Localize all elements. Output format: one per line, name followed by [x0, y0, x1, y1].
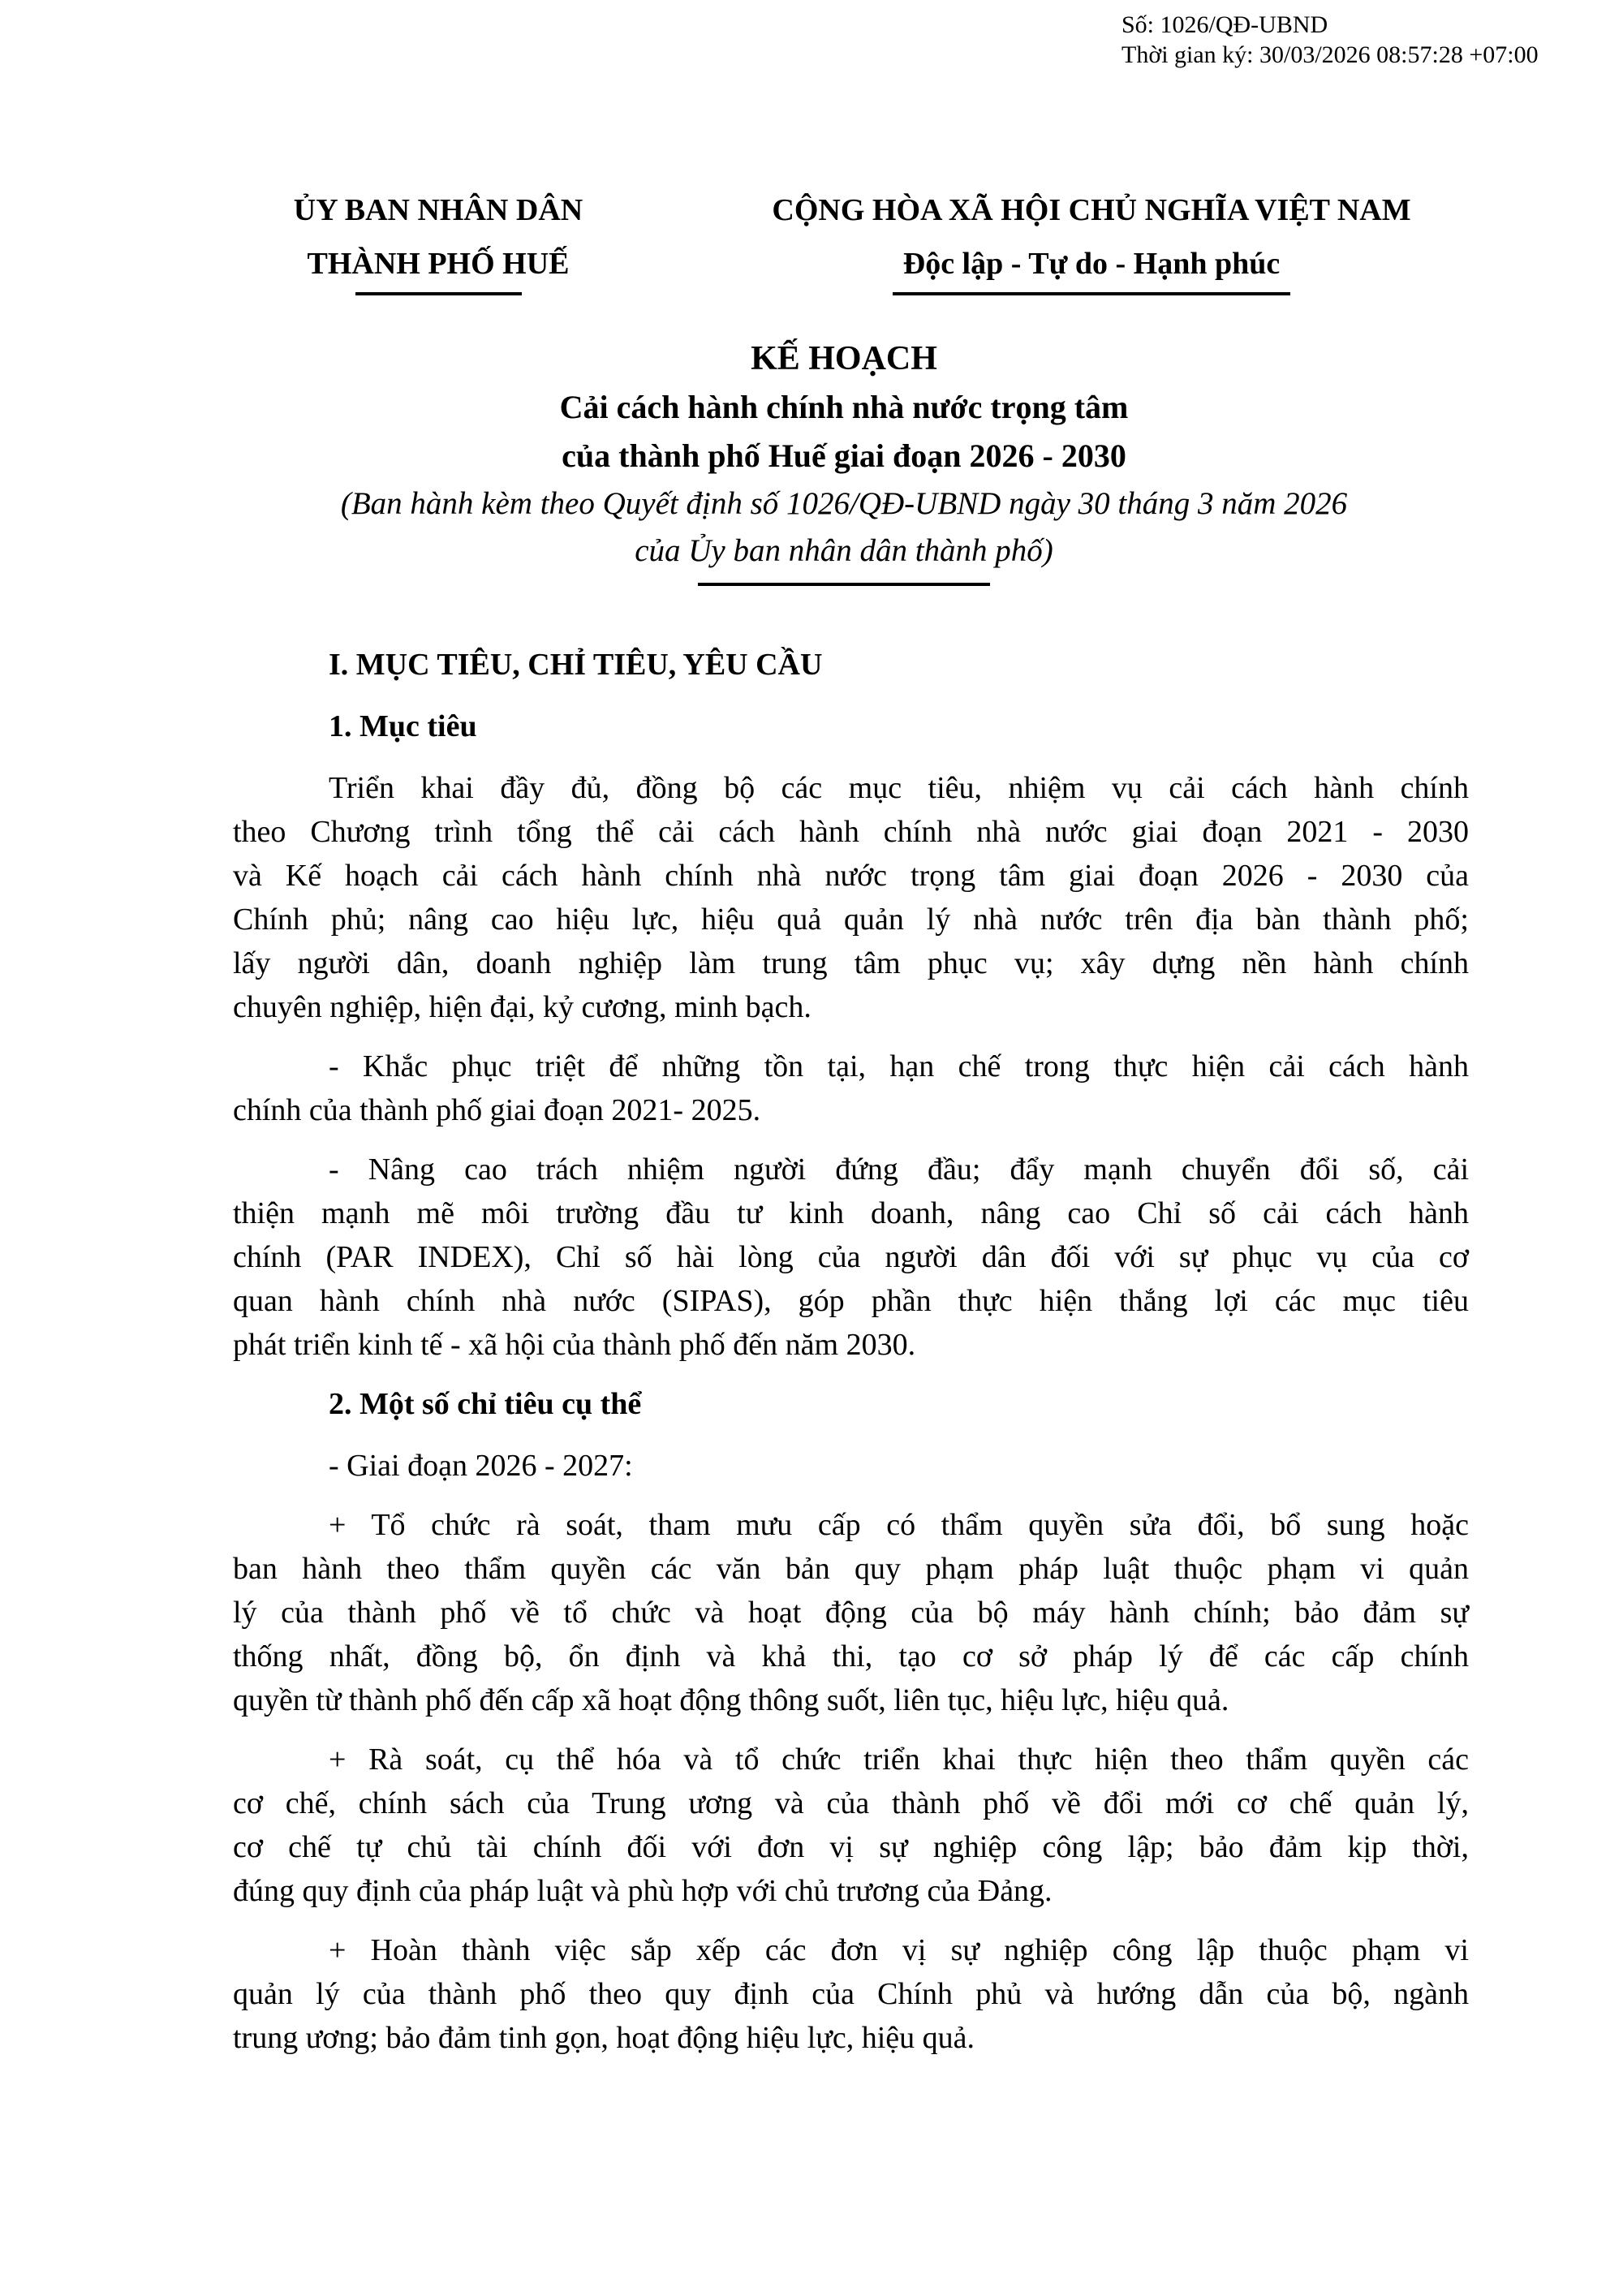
text-line: và Kế hoạch cải cách hành chính nhà nước trọng tâm giai đoạn 2026 - 2030 của [233, 859, 1469, 893]
text-line: đúng quy định của pháp luật và phù hợp với chủ trương của Đảng. [233, 1874, 1053, 1908]
issuer-divider [355, 292, 522, 295]
section-heading-i: I. MỤC TIÊU, CHỈ TIÊU, YÊU CẦU [329, 648, 823, 682]
national-title: CỘNG HÒA XÃ HỘI CHỦ NGHĨA VIỆT NAM [772, 193, 1411, 227]
document-title-block [195, 334, 1493, 586]
title-divider [698, 583, 990, 586]
text-line: chuyên nghiệp, hiện đại, kỷ cương, minh bạch. [233, 990, 812, 1024]
issued-with-line2: của Ủy ban nhân dân thành phố) [635, 533, 1053, 568]
paragraph-ra-soat [233, 1738, 1469, 1913]
text-line: cơ chế tự chủ tài chính đối với đơn vị sự nghiệp công lập; bảo đảm kịp thời, [233, 1830, 1469, 1864]
text-line: quản lý của thành phố theo quy định của Chính phủ và hướng dẫn của bộ, ngành [233, 1977, 1469, 2011]
text-line: + Hoàn thành việc sắp xếp các đơn vị sự nghiệp công lập thuộc phạm vi [329, 1933, 1469, 1967]
text-line: cơ chế, chính sách của Trung ương và của thành phố về đổi mới cơ chế quản lý, [233, 1786, 1469, 1820]
text-line: quan hành chính nhà nước (SIPAS), góp phần thực hiện thắng lợi các mục tiêu [233, 1284, 1469, 1318]
subsection-heading-1: 1. Mục tiêu [329, 709, 477, 743]
text-line: Triển khai đầy đủ, đồng bộ các mục tiêu, nhiệm vụ cải cách hành chính [329, 771, 1469, 805]
issuer-name-line2: THÀNH PHỐ HUẾ [307, 247, 570, 281]
national-motto: Độc lập - Tự do - Hạnh phúc [902, 247, 1281, 281]
signing-time: Thời gian ký: 30/03/2026 08:57:28 +07:00 [1121, 41, 1539, 68]
text-line: + Tổ chức rà soát, tham mưu cấp có thẩm quyền sửa đổi, bổ sung hoặc [329, 1508, 1469, 1542]
document-number: Số: 1026/QĐ-UBND [1121, 11, 1328, 38]
text-line: + Rà soát, cụ thể hóa và tổ chức triển khai thực hiện theo thẩm quyền các [329, 1742, 1469, 1777]
subsection-heading-2: 2. Một số chỉ tiêu cụ thể [329, 1387, 642, 1421]
text-line: trung ương; bảo đảm tinh gọn, hoạt động hiệu lực, hiệu quả. [233, 2021, 975, 2055]
issued-with-line1: (Ban hành kèm theo Quyết định số 1026/QĐ-UBND ngày 30 tháng 3 năm 2026 [340, 486, 1348, 521]
text-line: lý của thành phố về tổ chức và hoạt động của bộ máy hành chính; bảo đảm sự [233, 1596, 1469, 1630]
text-line: - Giai đoạn 2026 - 2027: [329, 1449, 633, 1483]
paragraph-to-chuc [233, 1503, 1469, 1722]
text-line: ban hành theo thẩm quyền các văn bản quy phạm pháp luật thuộc phạm vi quản [233, 1552, 1469, 1586]
text-line: - Khắc phục triệt để những tồn tại, hạn chế trong thực hiện cải cách hành [329, 1049, 1469, 1083]
document-body [0, 643, 1623, 2060]
document-subject-line2: của thành phố Huế giai đoạn 2026 - 2030 [562, 437, 1126, 474]
paragraph-nang-cao [233, 1148, 1469, 1367]
paragraph-trien-khai [233, 766, 1469, 1029]
text-line: chính của thành phố giai đoạn 2021- 2025. [233, 1093, 761, 1127]
text-line: thiện mạnh mẽ môi trường đầu tư kinh doanh, nâng cao Chỉ số cải cách hành [233, 1196, 1469, 1230]
paragraph-khac-phuc [233, 1045, 1469, 1132]
text-line: thống nhất, đồng bộ, ổn định và khả thi, tạo cơ sở pháp lý để các cấp chính [233, 1639, 1469, 1674]
text-line: Chính phủ; nâng cao hiệu lực, hiệu quả quản lý nhà nước trên địa bàn thành phố; [233, 902, 1469, 937]
paragraph-hoan-thanh [233, 1928, 1469, 2060]
text-line: chính (PAR INDEX), Chỉ số hài lòng của người dân đối với sự phục vụ của cơ [233, 1240, 1469, 1274]
text-line: theo Chương trình tổng thể cải cách hành chính nhà nước giai đoạn 2021 - 2030 [233, 815, 1469, 849]
national-motto-block [706, 183, 1477, 295]
text-line: phát triển kinh tế - xã hội của thành phố đến năm 2030. [233, 1328, 916, 1362]
paragraph-giai-doan [233, 1444, 1469, 1488]
document-type: KẾ HOẠCH [751, 340, 937, 377]
issuer-block [187, 183, 690, 295]
text-line: lấy người dân, doanh nghiệp làm trung tâm phục vụ; xây dựng nền hành chính [233, 946, 1469, 980]
motto-divider [893, 292, 1290, 295]
issuer-name-line1: ỦY BAN NHÂN DÂN [293, 193, 583, 227]
text-line: quyền từ thành phố đến cấp xã hoạt động thông suốt, liên tục, hiệu lực, hiệu quả. [233, 1683, 1229, 1717]
text-line: - Nâng cao trách nhiệm người đứng đầu; đẩy mạnh chuyển đổi số, cải [329, 1152, 1469, 1187]
digital-signature-block [1121, 10, 1539, 70]
document-subject-line1: Cải cách hành chính nhà nước trọng tâm [559, 389, 1129, 425]
